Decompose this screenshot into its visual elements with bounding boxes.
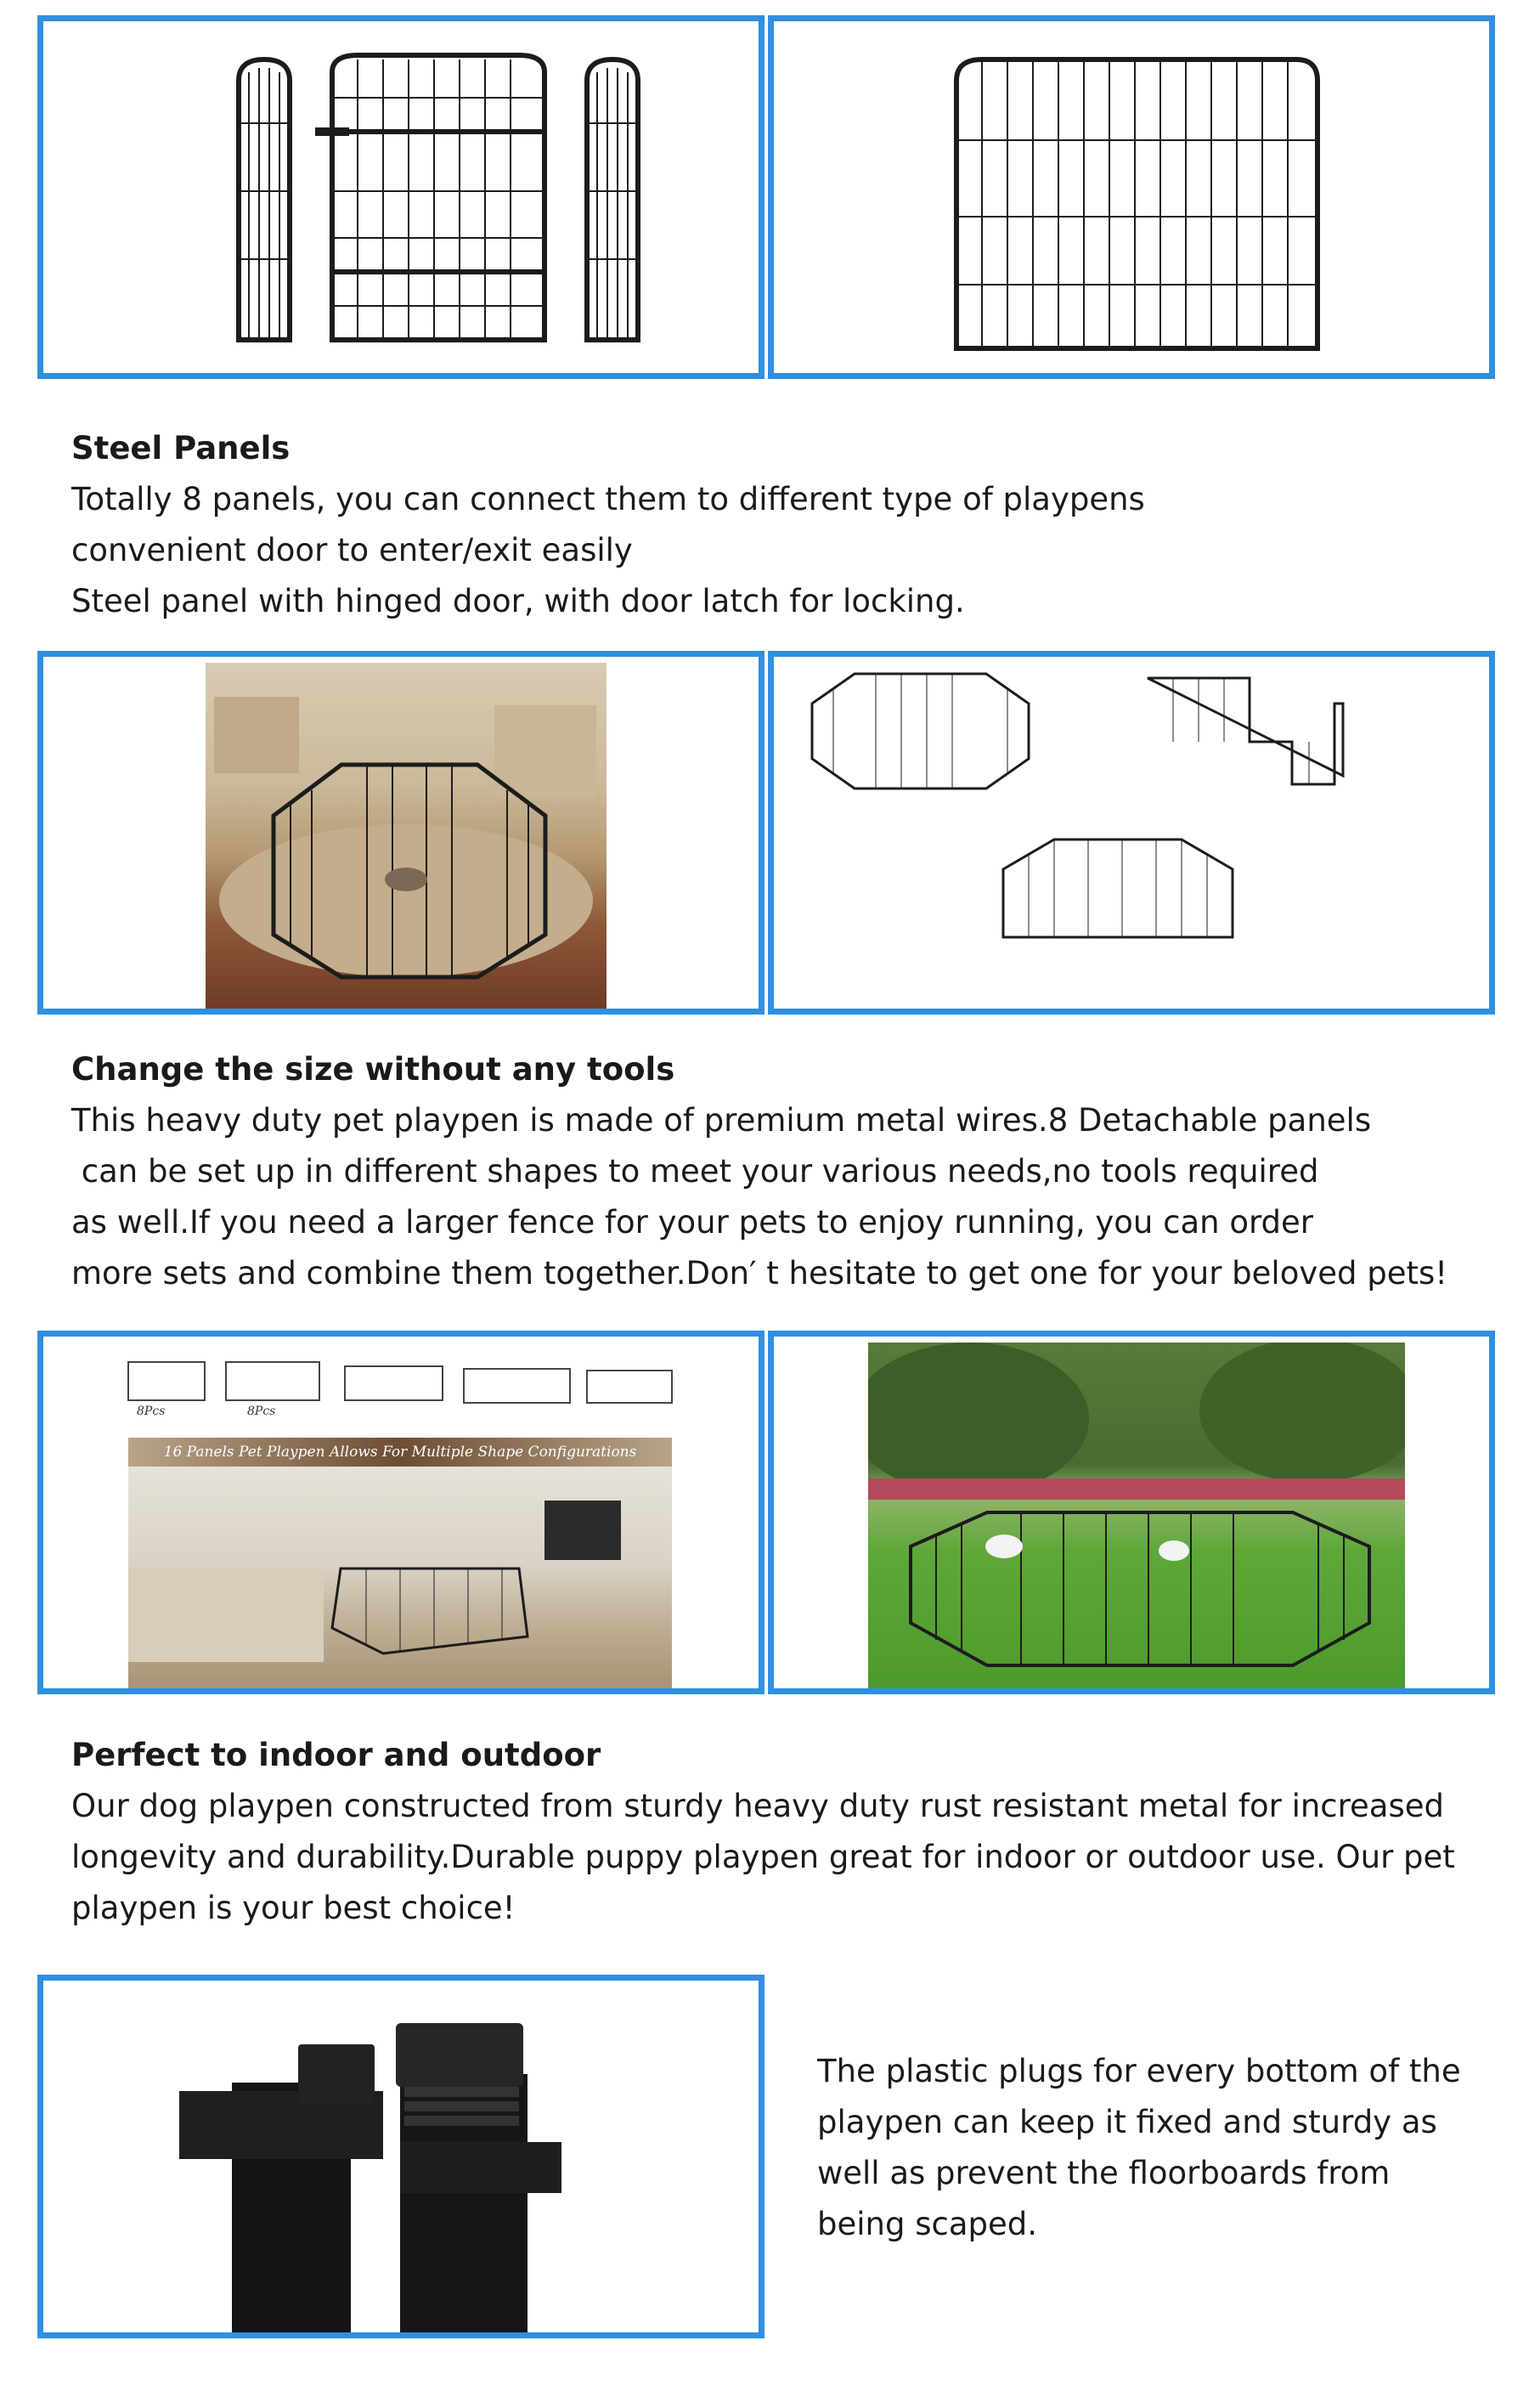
- single-panel-frame: [768, 15, 1495, 379]
- config-label: 8Pcs: [137, 1405, 166, 1418]
- steel-panels-line: Steel panel with hinged door, with door latch for locking.: [71, 583, 965, 619]
- living-room-playpen-photo: [206, 663, 607, 1009]
- change-size-line: This heavy duty pet playpen is made of premium metal wires.8 Detachable panels: [71, 1102, 1372, 1139]
- door-panel-image: [43, 21, 759, 373]
- change-size-line: more sets and combine them together.Don′ t hesitate to get one for your beloved pets!: [71, 1255, 1448, 1292]
- steel-panels-title: Steel Panels: [71, 430, 291, 466]
- change-size-title: Change the size without any tools: [71, 1051, 675, 1088]
- shape-options-frame: [768, 651, 1495, 1015]
- door-panel-frame: [37, 15, 764, 379]
- outdoor-playpen-frame: [768, 1331, 1495, 1694]
- plastic-plugs-frame: [37, 1975, 764, 2338]
- indoor-outdoor-line: longevity and durability.Durable puppy playpen great for indoor or outdoor use. Our pet: [71, 1839, 1455, 1875]
- configurations-banner: [128, 1438, 672, 1467]
- shape-options-image: [774, 657, 1489, 1009]
- config-label: 8Pcs: [247, 1405, 276, 1418]
- plastic-plugs-line: playpen can keep it fixed and sturdy as: [817, 2104, 1437, 2140]
- change-size-text: [71, 1044, 1447, 1299]
- plastic-plugs-line: The plastic plugs for every bottom of the: [817, 2053, 1461, 2089]
- configurations-thumbnails: [43, 1337, 759, 1430]
- plastic-plugs-image: [43, 1981, 759, 2332]
- indoor-playpen-photo: [128, 1467, 672, 1689]
- change-size-line: as well.If you need a larger fence for your pets to enjoy running, you can order: [71, 1204, 1314, 1241]
- single-panel-image: [774, 21, 1489, 373]
- indoor-outdoor-line: Our dog playpen constructed from sturdy heavy duty rust resistant metal for increased: [71, 1788, 1445, 1824]
- steel-panels-line: convenient door to enter/exit easily: [71, 532, 633, 568]
- configurations-frame: [37, 1331, 764, 1694]
- indoor-outdoor-line: playpen is your best choice!: [71, 1890, 516, 1926]
- change-size-line: can be set up in different shapes to meet your various needs,no tools required: [71, 1153, 1319, 1190]
- steel-panels-line: Totally 8 panels, you can connect them to different type of playpens: [71, 481, 1145, 517]
- living-room-playpen-frame: [37, 651, 764, 1015]
- indoor-outdoor-text: [71, 1730, 1455, 1934]
- indoor-outdoor-title: Perfect to indoor and outdoor: [71, 1737, 601, 1773]
- configurations-caption: 16 Panels Pet Playpen Allows For Multiple Shape Configurations: [163, 1444, 637, 1461]
- plastic-plugs-line: being scaped.: [817, 2206, 1038, 2242]
- plastic-plugs-text: [817, 2046, 1461, 2250]
- plastic-plugs-line: well as prevent the floorboards from: [817, 2155, 1391, 2191]
- outdoor-playpen-photo: [868, 1342, 1405, 1689]
- steel-panels-text: [71, 423, 1145, 627]
